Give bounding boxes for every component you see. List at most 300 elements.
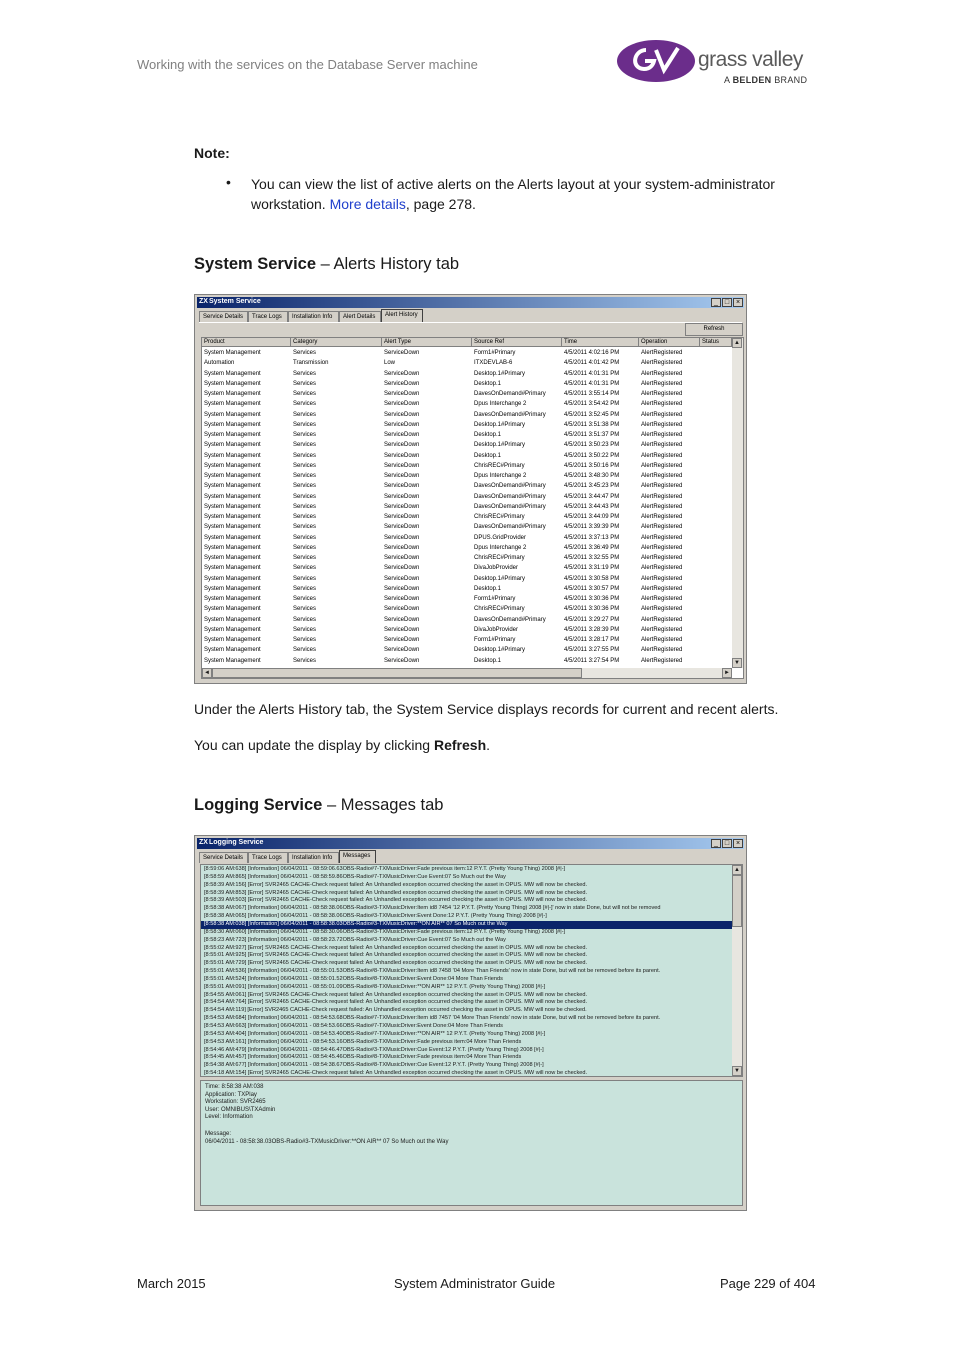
table-cell: AlertRegistered <box>641 350 683 356</box>
table-cell: Transmission <box>293 360 329 367</box>
table-cell: System Management <box>204 442 261 449</box>
table-cell: ServiceDown <box>384 411 420 418</box>
table-row[interactable] <box>202 399 732 409</box>
table-cell: 4/5/2011 3:48:30 PM <box>564 473 620 479</box>
table-cell: ServiceDown <box>384 493 420 500</box>
table-cell: AlertRegistered <box>641 473 683 479</box>
table-row[interactable] <box>202 358 732 368</box>
table-cell: System Management <box>204 637 261 643</box>
table-cell: System Management <box>204 657 261 664</box>
table-row[interactable] <box>202 348 732 358</box>
table-cell: DavesOnDemand#Primary <box>474 483 546 490</box>
table-row[interactable] <box>202 379 732 389</box>
table-cell: 4/5/2011 3:51:37 PM <box>564 432 620 438</box>
scroll-down-icon[interactable]: ▼ <box>732 658 742 668</box>
tab-trace-logs[interactable]: Trace Logs <box>248 852 288 863</box>
detail-message-label: Message: <box>205 1131 232 1137</box>
table-row[interactable] <box>202 543 732 553</box>
table-cell: 4/5/2011 3:51:38 PM <box>564 421 620 428</box>
table-cell: 4/5/2011 3:44:43 PM <box>564 503 620 510</box>
table-cell: System Management <box>204 483 261 490</box>
table-cell: Services <box>293 473 317 479</box>
table-cell: Services <box>293 483 317 490</box>
table-cell: ServiceDown <box>384 657 420 664</box>
table-cell: DavesOnDemand#Primary <box>474 524 546 531</box>
message-list[interactable] <box>200 864 743 1077</box>
table-cell: ChrisREC#Primary <box>474 555 525 561</box>
table-cell: 4/5/2011 3:29:27 PM <box>564 616 620 623</box>
table-row[interactable] <box>202 594 732 604</box>
section-heading-system-service: System Service – Alerts History tab <box>194 255 460 273</box>
minimize-button[interactable]: _ <box>711 298 721 307</box>
table-row[interactable] <box>202 584 732 594</box>
table-cell: DPUS.GridProvider <box>474 534 527 541</box>
list-item[interactable]: [8:59:06 AM:638] [Information] 06/04/2011 - 08:59:06.63OBS-Radio#7-TXMusicDriver:Fade previous item:12 P.Y.T. (Pretty Young Thing) 2008 [#|-] <box>204 866 566 872</box>
table-cell: Services <box>293 503 317 510</box>
table-cell: Services <box>293 370 317 377</box>
gv-logo-icon <box>616 38 696 84</box>
table-cell: System Management <box>204 534 261 541</box>
column-header[interactable]: Source Ref <box>472 338 562 347</box>
table-cell: 4/5/2011 3:50:22 PM <box>564 452 620 459</box>
table-cell: ServiceDown <box>384 647 420 654</box>
table-cell: System Management <box>204 585 261 592</box>
list-item[interactable]: [8:55:02 AM:927] [Error] SVR2465 CACHE-Check request failed: An Unhandled exception occurred checking the asset in OPUS. MW will now be checked. <box>204 944 588 951</box>
footer-date: March 2015 <box>137 1276 206 1291</box>
table-cell: AlertRegistered <box>641 524 683 531</box>
window-title: System Service <box>209 298 261 305</box>
table-cell: 4/5/2011 3:30:58 PM <box>564 575 620 582</box>
table-cell: Desktop.1 <box>474 432 502 438</box>
tab-alert-details[interactable]: Alert Details <box>339 311 381 322</box>
list-item[interactable]: [8:54:46 AM:479] [Information] 06/04/2011 - 08:54:46.47OBS-Radio#3-TXMusicDriver:Cue Event:12 P.Y.T. (Pretty Young Thing) 2008 [#|-] <box>204 1046 544 1053</box>
table-cell: Services <box>293 452 317 459</box>
maximize-button[interactable]: □ <box>722 298 732 307</box>
table-cell: ServiceDown <box>384 380 420 387</box>
table-cell: ServiceDown <box>384 483 420 490</box>
table-cell: 4/5/2011 3:44:47 PM <box>564 493 620 500</box>
list-item[interactable]: [8:54:53 AM:161] [Information] 06/04/2011 - 08:54:53.16OBS-Radio#3-TXMusicDriver:Fade previous item:04 More Than Friends <box>204 1038 522 1045</box>
table-cell: AlertRegistered <box>641 647 683 654</box>
detail-level: Level: Information <box>205 1114 253 1120</box>
table-cell: AlertRegistered <box>641 616 683 623</box>
note-text: You can view the list of active alerts on the Alerts layout at your system-administrator workstation. More details, page 278. <box>251 176 775 212</box>
table-cell: 4/5/2011 3:36:49 PM <box>564 544 620 551</box>
table-row[interactable] <box>202 656 732 666</box>
table-row[interactable] <box>202 440 732 450</box>
table-cell: ServiceDown <box>384 421 420 428</box>
table-cell: DavesOnDemand#Primary <box>474 411 546 418</box>
table-cell: Services <box>293 411 317 418</box>
table-cell: Desktop.1#Primary <box>474 370 526 377</box>
table-cell: 4/5/2011 3:39:39 PM <box>564 524 620 531</box>
table-cell: AlertRegistered <box>641 421 683 428</box>
table-cell: 4/5/2011 3:50:23 PM <box>564 442 620 449</box>
tab-alert-history[interactable]: Alert History <box>381 309 423 322</box>
column-header[interactable]: Category <box>291 338 382 347</box>
table-cell: ServiceDown <box>384 432 420 438</box>
table-row[interactable] <box>202 420 732 430</box>
table-cell: Services <box>293 585 317 592</box>
list-item[interactable]: [8:54:53 AM:684] [Information] 06/04/2011 - 08:54:53.68OBS-Radio#7-TXMusicDriver:Item id8 7457 '04 More Than Friends' now in state Done, but will not be removed before its parent. <box>204 1015 661 1022</box>
table-cell: Services <box>293 626 317 633</box>
table-cell: Services <box>293 524 317 531</box>
table-row[interactable] <box>202 635 732 645</box>
column-header[interactable]: Time <box>562 338 639 347</box>
scroll-down-icon[interactable]: ▼ <box>732 1066 742 1076</box>
table-row[interactable] <box>202 461 732 471</box>
list-item[interactable]: [8:54:18 AM:154] [Error] SVR2465 CACHE-Check request failed: An Unhandled exception occurred checking the asset in OPUS. MW will now be checked. <box>204 1070 588 1077</box>
tab-messages[interactable]: Messages <box>339 850 376 863</box>
bullet-marker: • <box>226 174 231 190</box>
table-cell: System Management <box>204 575 261 582</box>
table-cell: AlertRegistered <box>641 360 683 367</box>
table-cell: Automation <box>204 360 235 367</box>
table-cell: 4/5/2011 3:55:14 PM <box>564 391 620 397</box>
detail-message: 06/04/2011 - 08:58:38.03OBS-Radio#3-TXMusicDriver:**ON AIR** 07 So Much out the Way <box>205 1138 449 1145</box>
list-item[interactable]: [8:58:59 AM:865] [Information] 06/04/2011 - 08:58:59.86OBS-Radio#7-TXMusicDriver:Cue Event:07 So Much out the Way <box>204 873 506 880</box>
grass-valley-logo <box>616 38 816 88</box>
table-cell: ServiceDown <box>384 626 420 633</box>
table-cell: ServiceDown <box>384 503 420 510</box>
table-cell: System Management <box>204 626 261 633</box>
table-cell: AlertRegistered <box>641 606 683 613</box>
table-cell: ChrisREC#Primary <box>474 606 525 613</box>
table-cell: Desktop.1#Primary <box>474 647 526 654</box>
list-item[interactable]: [8:58:39 AM:853] [Error] SVR2465 CACHE-Check request failed: An Unhandled exception occurred checking the asset in OPUS. MW will now be checked. <box>204 889 588 896</box>
table-cell: Desktop.1#Primary <box>474 575 526 582</box>
list-item[interactable]: [8:54:53 AM:404] [Information] 06/04/2011 - 08:54:53.40OBS-Radio#7-TXMusicDriver:**ON AIR** 12 P.Y.T. (Pretty Young Thing) 2008 [#|-] <box>204 1030 546 1037</box>
detail-user: User: OMNIBUS\TXAdmin <box>205 1106 276 1113</box>
table-cell: 4/5/2011 3:44:09 PM <box>564 514 620 520</box>
tab-installation-info[interactable]: Installation Info <box>288 852 339 863</box>
list-item[interactable]: [8:55:01 AM:524] [Information] 06/04/2011 - 08:55:01.52OBS-Radio#8-TXMusicDriver:Event Done:04 More Than Friends <box>204 975 503 982</box>
footer-page-number: Page 229 of 404 <box>720 1276 816 1291</box>
list-item[interactable]: [8:55:01 AM:925] [Error] SVR2465 CACHE-Check request failed: An Unhandled exception occurred checking the asset in OPUS. MW will now be checked. <box>204 952 588 959</box>
table-cell: System Management <box>204 401 261 408</box>
table-cell: 4/5/2011 4:01:31 PM <box>564 380 620 387</box>
table-row[interactable] <box>202 615 732 625</box>
table-cell: ServiceDown <box>384 616 420 623</box>
table-cell: Form1#Primary <box>474 596 516 602</box>
table-cell: 4/5/2011 3:31:19 PM <box>564 565 620 572</box>
table-cell: ServiceDown <box>384 391 420 397</box>
logging-service-window <box>194 835 747 1211</box>
table-cell: System Management <box>204 555 261 561</box>
vertical-scroll-thumb[interactable] <box>732 875 742 927</box>
tab-service-details[interactable]: Service Details <box>199 852 248 863</box>
table-cell: Services <box>293 596 317 602</box>
app-icon: ZX <box>199 298 208 305</box>
table-cell: Services <box>293 432 317 438</box>
logo-wordmark: grass valley <box>698 48 803 71</box>
table-cell: ChrisREC#Primary <box>474 514 525 520</box>
column-header[interactable]: Alert Type <box>382 338 472 347</box>
tab-divider <box>199 322 742 323</box>
footer-guide-title: System Administrator Guide <box>394 1276 556 1291</box>
table-row[interactable] <box>202 502 732 512</box>
table-cell: System Management <box>204 503 261 510</box>
table-cell: System Management <box>204 421 261 428</box>
table-cell: Services <box>293 442 317 449</box>
table-cell: Services <box>293 606 317 613</box>
table-cell: Dpus Interchange 2 <box>474 401 527 408</box>
column-header[interactable]: Status <box>700 338 732 347</box>
table-cell: 4/5/2011 3:37:13 PM <box>564 534 620 541</box>
table-cell: Desktop.1 <box>474 380 502 387</box>
table-row[interactable] <box>202 645 732 655</box>
table-cell: Services <box>293 575 317 582</box>
table-cell: Desktop.1#Primary <box>474 442 526 449</box>
table-cell: ServiceDown <box>384 606 420 613</box>
table-cell: 4/5/2011 4:01:31 PM <box>564 370 620 377</box>
tab-installation-info[interactable]: Installation Info <box>288 311 339 322</box>
app-icon: ZX <box>199 839 208 846</box>
table-row[interactable] <box>202 553 732 563</box>
table-cell: DavesOnDemand#Primary <box>474 391 546 397</box>
list-item[interactable]: [8:58:38 AM:038] [Information] 06/04/2011 - 08:58:38.03OBS-Radio#3-TXMusicDriver:**ON AIR** 07 So Much out the Way <box>201 921 736 929</box>
table-cell: AlertRegistered <box>641 391 683 397</box>
table-cell: Services <box>293 391 317 397</box>
table-cell: System Management <box>204 432 261 438</box>
table-cell: Form1#Primary <box>474 637 516 643</box>
table-cell: AlertRegistered <box>641 411 683 418</box>
table-cell: ITXDEVLAB-6 <box>474 360 513 367</box>
table-cell: ServiceDown <box>384 473 420 479</box>
list-item[interactable]: [8:54:45 AM:457] [Information] 06/04/2011 - 08:54:45.46OBS-Radio#8-TXMusicDriver:Fade previous item:04 More Than Friends <box>204 1054 522 1061</box>
scroll-left-icon[interactable]: ◄ <box>202 668 212 678</box>
table-cell: 4/5/2011 3:27:54 PM <box>564 657 620 664</box>
table-cell: Dpus Interchange 2 <box>474 473 527 479</box>
table-cell: AlertRegistered <box>641 380 683 387</box>
table-cell: Services <box>293 350 317 356</box>
detail-time: Time: 8:58:38 AM:038 <box>205 1084 264 1090</box>
table-row[interactable] <box>202 522 732 532</box>
message-detail-panel <box>200 1080 743 1206</box>
table-cell: 4/5/2011 3:32:55 PM <box>564 555 620 561</box>
list-item[interactable]: [8:58:39 AM:503] [Error] SVR2465 CACHE-Check request failed: An Unhandled exception occurred checking the asset in OPUS. MW will now be checked. <box>204 897 588 904</box>
column-header[interactable]: Product <box>202 338 291 347</box>
table-row[interactable] <box>202 410 732 420</box>
table-cell: ServiceDown <box>384 462 420 469</box>
table-cell: AlertRegistered <box>641 462 683 469</box>
table-cell: AlertRegistered <box>641 657 683 664</box>
table-row[interactable] <box>202 389 732 399</box>
table-cell: System Management <box>204 647 261 654</box>
table-cell: DavesOnDemand#Primary <box>474 616 546 623</box>
detail-application: Application: TXPlay <box>205 1091 257 1098</box>
table-cell: Desktop.1 <box>474 657 502 664</box>
table-cell: 4/5/2011 3:52:45 PM <box>564 411 620 418</box>
table-cell: ServiceDown <box>384 350 420 356</box>
table-cell: 4/5/2011 3:28:17 PM <box>564 637 620 643</box>
table-cell: System Management <box>204 391 261 397</box>
table-cell: Services <box>293 462 317 469</box>
table-cell: 4/5/2011 3:27:55 PM <box>564 647 620 654</box>
table-row[interactable] <box>202 533 732 543</box>
table-cell: System Management <box>204 473 261 479</box>
table-cell: 4/5/2011 3:45:23 PM <box>564 483 620 490</box>
table-cell: System Management <box>204 493 261 500</box>
list-item[interactable]: [8:58:30 AM:060] [Information] 06/04/2011 - 08:58:30.06OBS-Radio#3-TXMusicDriver:Fade previous item:12 P.Y.T. (Pretty Young Thing) 2008 [#|-] <box>204 928 566 935</box>
table-cell: Services <box>293 544 317 551</box>
table-cell: AlertRegistered <box>641 503 683 510</box>
scroll-right-icon[interactable]: ► <box>722 668 732 678</box>
list-item[interactable]: [8:55:01 AM:091] [Information] 06/04/2011 - 08:55:01.09OBS-Radio#8-TXMusicDriver:**ON AIR** 12 P.Y.T. (Pretty Young Thing) 2008 [#|-] <box>204 983 546 990</box>
table-cell: System Management <box>204 524 261 531</box>
table-cell: Low <box>384 360 396 367</box>
table-cell: AlertRegistered <box>641 544 683 551</box>
maximize-button[interactable]: □ <box>722 839 732 848</box>
table-cell: System Management <box>204 462 261 469</box>
table-row[interactable] <box>202 369 732 379</box>
list-item[interactable]: [8:54:55 AM:061] [Error] SVR2465 CACHE-Check request failed: An Unhandled exception occurred checking the asset in OPUS. MW will now be checked. <box>204 991 588 998</box>
tab-service-details[interactable]: Service Details <box>199 311 248 322</box>
refresh-instruction: You can update the display by clicking Refresh. <box>194 737 491 753</box>
table-cell: AlertRegistered <box>641 637 683 643</box>
alerts-history-description: Under the Alerts History tab, the System Service displays records for current and recent alerts. <box>194 701 779 717</box>
table-cell: 4/5/2011 3:30:36 PM <box>564 606 620 613</box>
table-cell: ServiceDown <box>384 565 420 572</box>
section-heading-logging-service: Logging Service – Messages tab <box>194 796 444 814</box>
refresh-button[interactable]: Refresh <box>685 323 743 336</box>
tab-trace-logs[interactable]: Trace Logs <box>248 311 288 322</box>
running-title: Working with the services on the Database Server machine <box>137 57 478 72</box>
table-cell: ServiceDown <box>384 452 420 459</box>
list-item[interactable]: [8:54:38 AM:677] [Information] 06/04/2011 - 08:54:38.67OBS-Radio#8-TXMusicDriver:Cue Event:12 P.Y.T. (Pretty Young Thing) 2008 [#|-] <box>204 1062 544 1069</box>
list-item[interactable]: [8:54:53 AM:663] [Information] 06/04/2011 - 08:54:53.66OBS-Radio#7-TXMusicDriver:Event Done:04 More Than Friends <box>204 1023 503 1029</box>
table-cell: System Management <box>204 370 261 377</box>
table-cell: Services <box>293 534 317 541</box>
table-cell: ServiceDown <box>384 544 420 551</box>
horizontal-scrollbar[interactable] <box>202 668 732 678</box>
table-cell: ServiceDown <box>384 575 420 582</box>
table-cell: Services <box>293 565 317 572</box>
table-cell: Services <box>293 555 317 561</box>
table-cell: ServiceDown <box>384 370 420 377</box>
table-cell: System Management <box>204 350 261 356</box>
table-cell: Desktop.1#Primary <box>474 421 526 428</box>
table-cell: ChrisREC#Primary <box>474 462 525 469</box>
table-cell: ServiceDown <box>384 524 420 531</box>
table-cell: Services <box>293 637 317 643</box>
close-button[interactable]: × <box>733 839 743 848</box>
window-title: Logging Service <box>209 839 264 846</box>
table-cell: AlertRegistered <box>641 575 683 582</box>
table-cell: Services <box>293 647 317 654</box>
table-cell: Services <box>293 401 317 408</box>
table-cell: 4/5/2011 3:54:42 PM <box>564 401 620 408</box>
logo-tagline: A BELDEN BRAND <box>724 75 808 85</box>
table-cell: System Management <box>204 514 261 520</box>
table-cell: ServiceDown <box>384 585 420 592</box>
minimize-button[interactable]: _ <box>711 839 721 848</box>
table-cell: AlertRegistered <box>641 452 683 459</box>
list-item[interactable]: [8:58:38 AM:067] [Information] 06/04/2011 - 08:58:38.06OBS-Radio#3-TXMusicDriver:Item id8 7454 '12 P.Y.T. (Pretty Young Thing) 2008 [#|-]' now in state Done, but will not be removed <box>204 905 661 912</box>
table-cell: Services <box>293 657 317 664</box>
table-cell: System Management <box>204 606 261 613</box>
table-cell: 4/5/2011 3:30:57 PM <box>564 585 620 592</box>
title-bar[interactable] <box>197 297 744 308</box>
table-cell: 4/5/2011 4:02:16 PM <box>564 350 620 356</box>
table-cell: Services <box>293 421 317 428</box>
system-service-window <box>194 294 747 684</box>
alerts-history-grid <box>201 337 744 679</box>
table-cell: DivaJobProvider <box>474 565 519 572</box>
table-cell: AlertRegistered <box>641 555 683 561</box>
list-item[interactable]: [8:54:54 AM:119] [Error] SVR2465 CACHE-Check request failed: An Unhandled exception occurred checking the asset in OPUS. MW will now be checked. <box>204 1007 587 1014</box>
horizontal-scroll-thumb[interactable] <box>212 668 582 678</box>
list-item[interactable]: [8:55:01 AM:536] [Information] 06/04/2011 - 08:55:01.53OBS-Radio#8-TXMusicDriver:Item id8 7458 '04 More Than Friends' now in state Done, but will not be removed before its parent. <box>204 968 661 975</box>
list-item[interactable]: [8:58:23 AM:723] [Information] 06/04/2011 - 08:58:23.72OBS-Radio#3-TXMusicDriver:Cue Event:07 So Much out the Way <box>204 936 506 943</box>
scroll-up-icon[interactable]: ▲ <box>732 865 742 875</box>
table-cell: System Management <box>204 452 261 459</box>
table-row[interactable] <box>202 604 732 614</box>
list-item[interactable]: [8:54:54 AM:764] [Error] SVR2465 CACHE-Check request failed: An Unhandled exception occurred checking the asset in OPUS. MW will now be checked. <box>204 999 588 1006</box>
table-row[interactable] <box>202 481 732 491</box>
title-bar[interactable] <box>197 838 744 849</box>
close-button[interactable]: × <box>733 298 743 307</box>
table-cell: DavesOnDemand#Primary <box>474 493 546 500</box>
table-cell: ServiceDown <box>384 637 420 643</box>
table-cell: Services <box>293 514 317 520</box>
table-cell: 4/5/2011 3:50:16 PM <box>564 462 620 469</box>
table-cell: DavesOnDemand#Primary <box>474 503 546 510</box>
table-cell: Services <box>293 616 317 623</box>
table-row[interactable] <box>202 451 732 461</box>
table-row[interactable] <box>202 625 732 635</box>
table-cell: Desktop.1 <box>474 585 502 592</box>
table-cell: Dpus Interchange 2 <box>474 544 527 551</box>
list-item[interactable]: [8:58:38 AM:065] [Information] 06/04/2011 - 08:58:38.06OBS-Radio#3-TXMusicDriver:Event Done:12 P.Y.T. (Pretty Young Thing) 2008 [#|-] <box>204 913 547 920</box>
table-row[interactable] <box>202 563 732 573</box>
table-row[interactable] <box>202 471 732 481</box>
table-cell: AlertRegistered <box>641 534 683 541</box>
table-cell: 4/5/2011 3:30:36 PM <box>564 596 620 602</box>
detail-workstation: Workstation: SVR2465 <box>205 1099 266 1105</box>
table-cell: ServiceDown <box>384 596 420 602</box>
table-row[interactable] <box>202 492 732 502</box>
table-row[interactable] <box>202 574 732 584</box>
table-cell: Services <box>293 493 317 500</box>
table-cell: System Management <box>204 596 261 602</box>
table-cell: ServiceDown <box>384 534 420 541</box>
table-cell: ServiceDown <box>384 514 420 520</box>
table-cell: AlertRegistered <box>641 626 683 633</box>
table-cell: System Management <box>204 616 261 623</box>
table-cell: Services <box>293 380 317 387</box>
column-header[interactable]: Operation <box>639 338 700 347</box>
table-cell: Form1#Primary <box>474 350 516 356</box>
table-cell: AlertRegistered <box>641 483 683 490</box>
table-cell: AlertRegistered <box>641 401 683 408</box>
table-cell: System Management <box>204 565 261 572</box>
vertical-scrollbar[interactable] <box>732 865 742 1076</box>
table-row[interactable] <box>202 430 732 440</box>
table-cell: AlertRegistered <box>641 370 683 377</box>
table-cell: System Management <box>204 411 261 418</box>
table-cell: System Management <box>204 380 261 387</box>
vertical-scrollbar[interactable] <box>732 338 743 668</box>
table-cell: AlertRegistered <box>641 442 683 449</box>
table-cell: ServiceDown <box>384 555 420 561</box>
scroll-up-icon[interactable]: ▲ <box>732 338 742 348</box>
list-item[interactable]: [8:58:39 AM:156] [Error] SVR2465 CACHE-Check request failed: An Unhandled exception occurred checking the asset in OPUS. MW will now be checked. <box>204 881 588 888</box>
table-cell: 4/5/2011 3:28:39 PM <box>564 626 620 633</box>
list-item[interactable]: [8:55:01 AM:729] [Error] SVR2465 CACHE-Check request failed: An Unhandled exception occurred checking the asset in OPUS. MW will now be checked. <box>204 960 588 967</box>
more-details-link[interactable]: More details <box>329 196 406 212</box>
table-row[interactable] <box>202 512 732 522</box>
